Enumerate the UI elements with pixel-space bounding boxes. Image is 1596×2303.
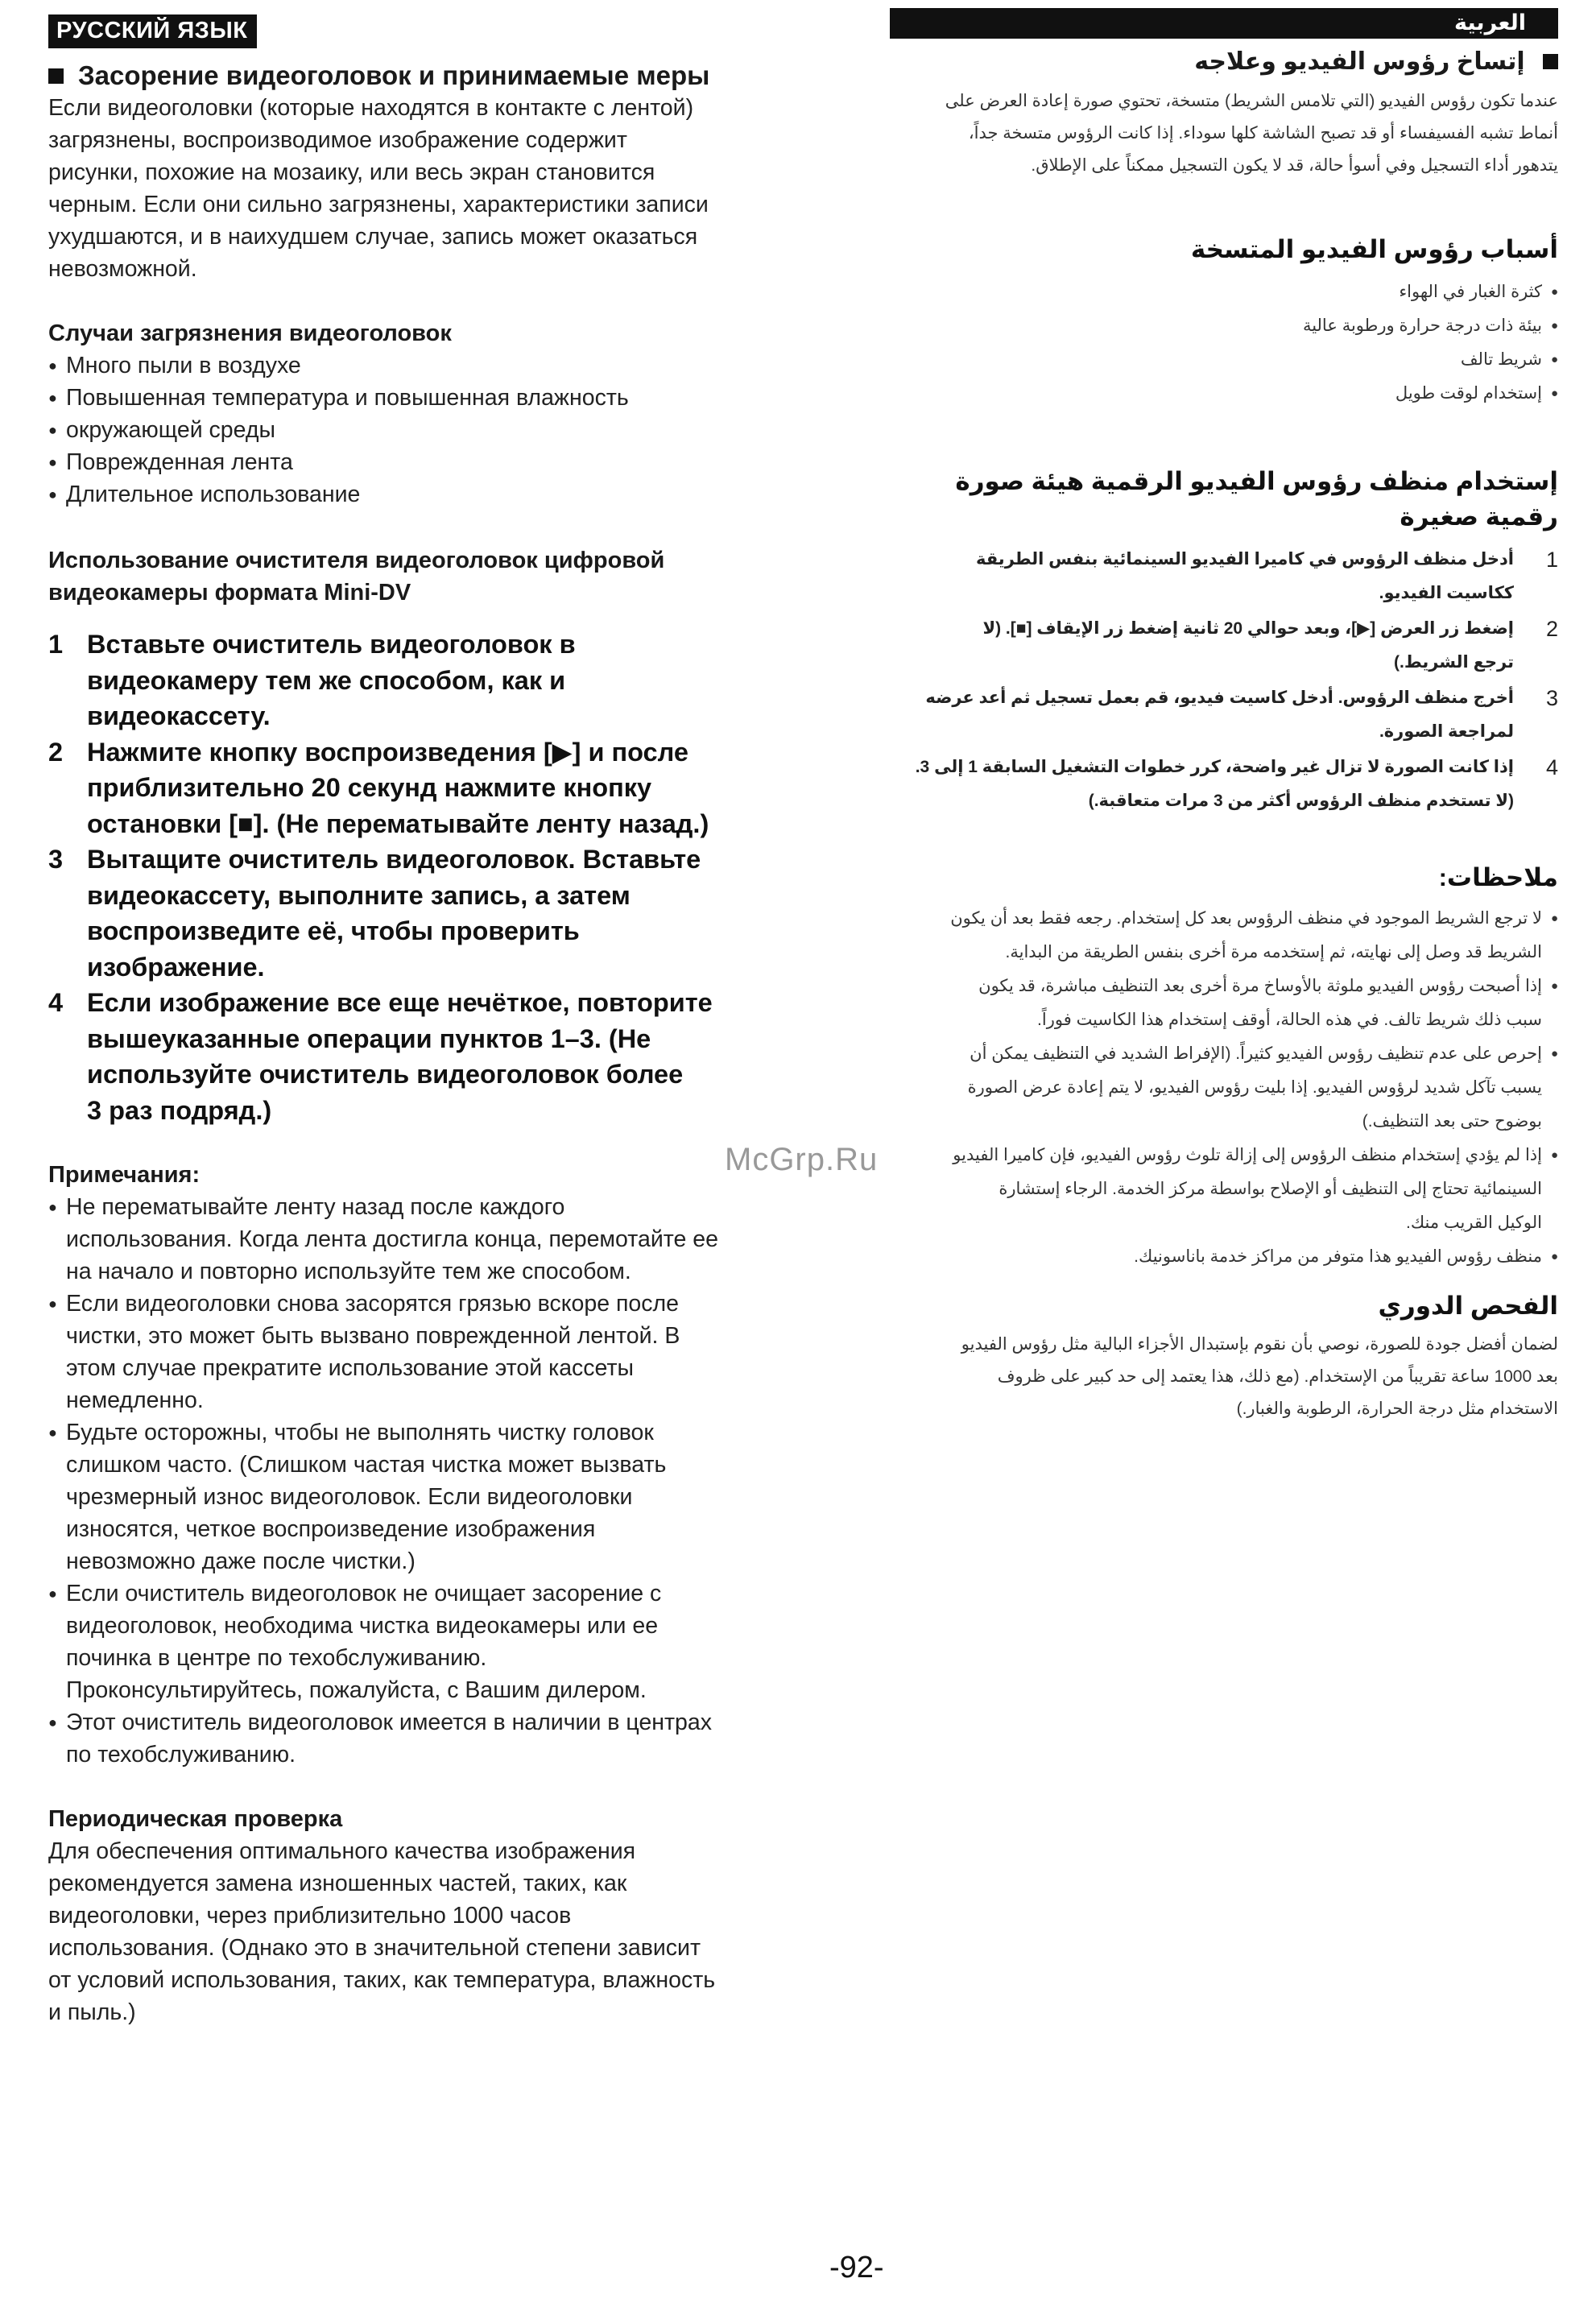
section-heading-text: إتساخ رؤوس الفيديو وعلاجه xyxy=(1194,48,1525,75)
list-item: ● بيئة ذات درجة حرارة ورطوبة عالية xyxy=(890,309,1558,343)
step-number: 3 xyxy=(1545,686,1558,710)
step-line: Вытащите очиститель видеоголовок. Вставьте xyxy=(87,845,701,874)
periodic-line: использования. (Однако это в значительной степени зависит xyxy=(48,1935,701,1961)
steps-list xyxy=(48,626,837,1128)
step-line: Нажмите кнопку воспроизведения [▶] и после xyxy=(87,737,688,767)
watermark-text: McGrp.Ru xyxy=(725,1142,879,1177)
periodic-line: Для обеспечения оптимального качества изображения xyxy=(48,1838,636,1864)
page-number: -92- xyxy=(829,2251,884,2284)
step-number: 1 xyxy=(1545,548,1558,572)
ar-periodic-line: الاستخدام مثل درجة الحرارة، الرطوبة والغبار.) xyxy=(1236,1400,1558,1418)
ar-intro-line: عندما تكون رؤوس الفيديو (التي تلامس الشريط) متسخة، تحتوي صورة إعادة العرض على xyxy=(945,92,1558,110)
note-item: ● Если очиститель видеоголовок не очищает засорение с видеоголовок, необходима чистка видеокамеры или ее починка в центре по техобслуживанию. Проконсультируйтесь, пожалуйста, с Вашим дилером. xyxy=(48,1577,837,1706)
list-item: ● Длительное использование xyxy=(48,478,837,511)
square-bullet-icon xyxy=(1543,54,1558,69)
cleaner-title-line: видеокамеры формата Mini-DV xyxy=(48,580,411,606)
list-item: ● كثرة الغبار في الهواء xyxy=(890,275,1558,309)
ar-cleaner-title-line: إستخدام منظف رؤوس الفيديو الرقمية هيئة صورة xyxy=(955,467,1558,495)
ar-periodic-title: الفحص الدوري xyxy=(1378,1292,1558,1320)
note-item: ● Этот очиститель видеоголовок имеется в наличии в центрах по техобслуживанию. xyxy=(48,1706,837,1771)
step-number: 2 xyxy=(1545,617,1558,641)
list-item: ● Поврежденная лента xyxy=(48,446,837,478)
step-line: 3 раз подряд.) xyxy=(87,1095,272,1125)
step-line: изображение. xyxy=(87,952,265,982)
ar-steps-list xyxy=(890,543,1558,818)
list-item: ● شريط تالف xyxy=(890,343,1558,377)
ar-notes-title: ملاحظات: xyxy=(1438,863,1558,891)
step-item xyxy=(48,734,837,842)
ar-periodic-line: لضمان أفضل جودة للصورة، نوصي بأن نقوم بإستبدال الأجزاء البالية مثل رؤوس الفيديو xyxy=(961,1335,1558,1354)
note-item: ● Если видеоголовки снова засорятся грязью вскоре после чистки, это может быть вызвано поврежденной лентой. В этом случае прекратите использование этой кассеты немедленно. xyxy=(48,1288,837,1416)
list-item-continuation xyxy=(48,414,837,446)
periodic-paragraph xyxy=(48,1835,837,2028)
list-item: ● إستخدام لوقت طويل xyxy=(890,377,1558,411)
step-item xyxy=(48,626,837,734)
russian-column xyxy=(48,14,837,2028)
intro-line: черным. Если они сильно загрязнены, характеристики записи xyxy=(48,192,709,217)
step-number: 2 xyxy=(48,737,64,767)
language-tab-arabic: العربية xyxy=(890,8,1558,39)
step-line: видеокассету. xyxy=(87,701,271,730)
arabic-column xyxy=(890,8,1558,1425)
step-line: остановки [■]. (Не перематывайте ленту назад.) xyxy=(87,808,709,838)
step-number: 4 xyxy=(48,988,64,1017)
ar-intro-line: يتدهور أداء التسجيل وفي أسوأ حالة، قد لا يكون التسجيل ممكناً على الإطلاق. xyxy=(1031,156,1558,175)
cleaner-title xyxy=(48,544,837,609)
list-item-text: окружающей среды xyxy=(66,417,275,443)
section-heading-text: Засорение видеоголовок и принимаемые меры xyxy=(78,60,710,90)
square-bullet-icon xyxy=(48,68,64,84)
note-item: ● لا ترجع الشريط الموجود في منظف الرؤوس بعد كل إستخدام. رجعه فقط بعد أن يكون الشريط قد وصل إلى نهايته، ثم إستخدمه مرة أخرى بنفس الطريقة من البداية. xyxy=(890,902,1558,970)
step-number: 4 xyxy=(1545,755,1558,779)
intro-line: ухудшаются, и в наихудшем случае, запись может оказаться xyxy=(48,224,698,250)
ar-cleaner-title-line: رقمية صغيرة xyxy=(1400,502,1558,531)
section-heading-arabic xyxy=(890,45,1558,79)
cleaner-title-line: Использование очистителя видеоголовок цифровой xyxy=(48,548,665,573)
ar-intro-line: أنماط تشبه الفسيفساء أو قد تصبح الشاشة كلها سوداء. إذا كانت الرؤوس متسخة جداً، xyxy=(968,124,1558,143)
causes-title: Случаи загрязнения видеоголовок xyxy=(48,320,452,346)
intro-line: невозможной. xyxy=(48,256,197,282)
notes-title: Примечания: xyxy=(48,1162,201,1188)
notes-list xyxy=(48,1191,837,1771)
periodic-line: от условий использования, таких, как температура, влажность xyxy=(48,1967,716,1993)
step-line: видеокассету, выполните запись, а затем xyxy=(87,880,631,910)
periodic-line: и пыль.) xyxy=(48,1999,136,2025)
language-tab-russian: РУССКИЙ ЯЗЫК xyxy=(48,14,257,48)
note-item: ● Будьте осторожны, чтобы не выполнять чистку головок слишком часто. (Слишком частая чистка может вызвать чрезмерный износ видеоголовок. Если видеоголовки износятся, четкое воспроизведение изображения невозможно даже после чистки.) xyxy=(48,1416,837,1577)
step-item xyxy=(48,985,837,1128)
step-line: Если изображение все еще нечёткое, повторите xyxy=(87,988,713,1017)
step-line: Вставьте очиститель видеоголовок в xyxy=(87,630,576,659)
step-line: используйте очиститель видеоголовок более xyxy=(87,1060,684,1089)
step-line: приблизительно 20 секунд нажмите кнопку xyxy=(87,773,652,802)
ar-notes-list xyxy=(890,902,1558,1274)
step-line: вышеуказанные операции пунктов 1–3. (Не xyxy=(87,1023,651,1053)
periodic-title: Периодическая проверка xyxy=(48,1806,343,1832)
step-item: 1 أدخل منظف الرؤوس في كاميرا الفيديو السينمائية بنفس الطريقة ككاسيت الفيديو. xyxy=(890,543,1558,610)
list-item-text: ● Повышенная температура и повышенная влажность xyxy=(66,385,629,411)
ar-intro-paragraph xyxy=(890,85,1558,182)
intro-line: загрязнены, воспроизводимое изображение содержит xyxy=(48,127,627,153)
step-item: 4 إذا كانت الصورة لا تزال غير واضحة، كرر خطوات التشغيل السابقة 1 إلى 3. (لا تستخدم منظف الرؤوس أكثر من 3 مرات متعاقبة.) xyxy=(890,750,1558,818)
step-item: 3 أخرج منظف الرؤوس. أدخل كاسيت فيديو، قم بعمل تسجيل ثم أعد عرضه لمراجعة الصورة. xyxy=(890,681,1558,749)
ar-cleaner-title xyxy=(890,464,1558,535)
list-item: ● Много пыли в воздухе xyxy=(48,349,837,382)
intro-line: Если видеоголовки (которые находятся в контакте с лентой) xyxy=(48,95,694,121)
step-item: 2 إضغط زر العرض [▶]، وبعد حوالي 20 ثانية إضغط زر الإيقاف [■]. (لا ترجع الشريط.) xyxy=(890,612,1558,680)
step-line: воспроизведите её, чтобы проверить xyxy=(87,916,580,945)
note-item: ● إحرص على عدم تنظيف رؤوس الفيديو كثيراً. (الإفراط الشديد في التنظيف يمكن أن يسبب تآكل شديد لرؤوس الفيديو. إذا بليت رؤوس الفيديو، لا يتم إعادة عرض الصورة بوضوح حتى بعد التنظيف.) xyxy=(890,1037,1558,1139)
intro-line: рисунки, похожие на мозаику, или весь экран становится xyxy=(48,159,655,185)
periodic-line: рекомендуется замена изношенных частей, таких, как xyxy=(48,1871,627,1896)
note-item: ● إذا لم يؤدي إستخدام منظف الرؤوس إلى إزالة تلوث رؤوس الفيديو، فإن كاميرا الفيديو السينمائية تحتاج إلى التنظيف أو الإصلاح بواسطة مركز الخدمة. الرجاء إستشارة الوكيل القريب منك. xyxy=(890,1139,1558,1240)
section-heading-russian xyxy=(48,60,837,92)
periodic-line: видеоголовки, через приблизительно 1000 часов xyxy=(48,1903,572,1929)
ar-causes-title: أسباب رؤوس الفيديو المتسخة xyxy=(1190,235,1558,263)
step-number: 1 xyxy=(48,630,64,659)
step-number: 3 xyxy=(48,845,64,874)
step-line: видеокамеру тем же способом, как и xyxy=(87,665,566,695)
ar-periodic-line: بعد 1000 ساعة تقريباً من الإستخدام. (مع ذلك، هذا يعتمد إلى حد كبير على ظروف xyxy=(997,1367,1558,1386)
note-item: ● إذا أصبحت رؤوس الفيديو ملوثة بالأوساخ مرة أخرى بعد التنظيف مباشرة، قد يكون سبب ذلك شريط تالف. في هذه الحالة، أوقف إستخدام هذا الكاسيت فوراً. xyxy=(890,970,1558,1037)
list-item xyxy=(48,382,837,414)
ar-causes-list xyxy=(890,275,1558,411)
step-item xyxy=(48,841,837,985)
ar-periodic-paragraph xyxy=(890,1329,1558,1425)
note-item: ● منظف رؤوس الفيديو هذا متوفر من مراكز خدمة باناسونيك. xyxy=(890,1240,1558,1274)
note-item: ● Не перематывайте ленту назад после каждого использования. Когда лента достигла конца, перемотайте ее на начало и повторно используйте тем же способом. xyxy=(48,1191,837,1288)
intro-paragraph xyxy=(48,92,837,285)
causes-list xyxy=(48,349,837,511)
